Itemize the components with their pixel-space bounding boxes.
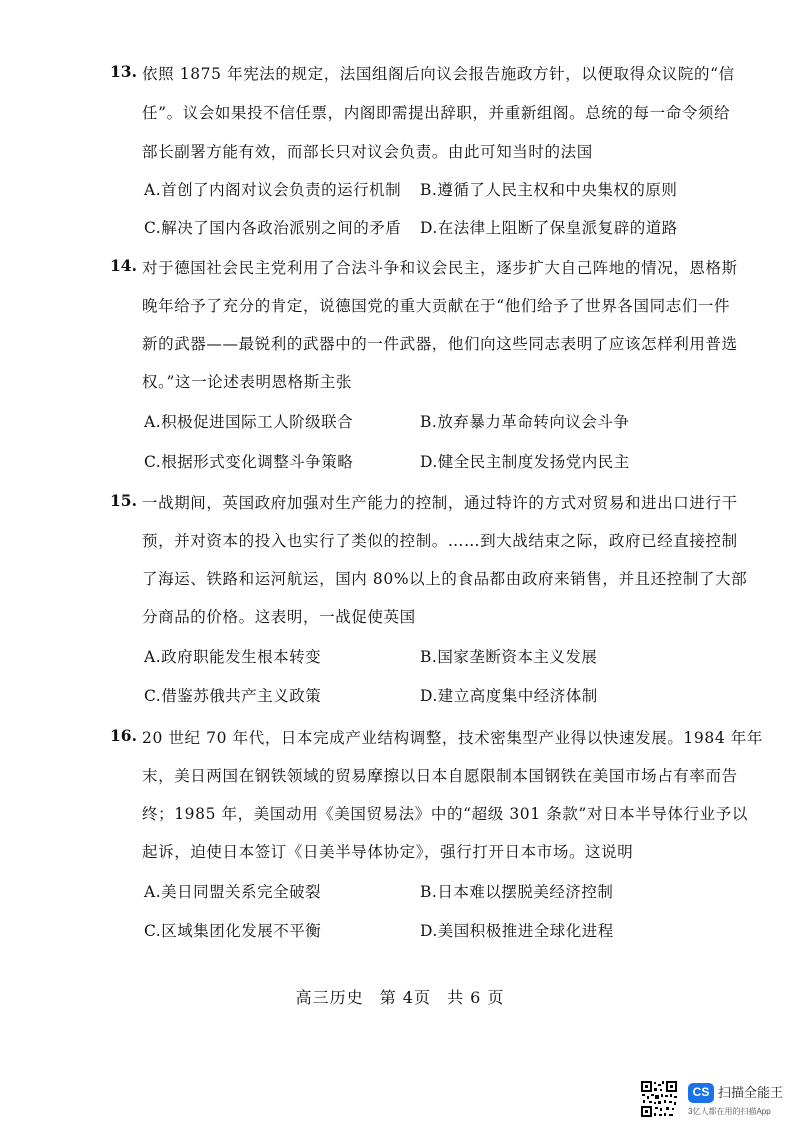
stem-line: 权。”这一论述表明恩格斯主张 xyxy=(142,373,353,391)
option-b: B.放弃暴力革命转向议会斗争 xyxy=(420,413,630,431)
footer-subject: 高三历史 xyxy=(295,988,364,1007)
footer-page: 第 4页 xyxy=(379,988,431,1007)
stem-line: 末，美日两国在钢铁领域的贸易摩擦以日本自愿限制本国钢铁在美国市场占有率而告 xyxy=(142,767,738,785)
option-a: A.美日同盟关系完全破裂 xyxy=(144,883,322,901)
option-d: D.健全民主制度发扬党内民主 xyxy=(420,453,630,471)
scanner-watermark xyxy=(640,1080,790,1120)
stem-line: 部长副署方能有效，而部长只对议会负责。由此可知当时的法国 xyxy=(142,143,593,161)
option-a: A.积极促进国际工人阶级联合 xyxy=(144,413,354,431)
scanner-tagline: 3亿人都在用的扫描App xyxy=(688,1107,771,1116)
option-c: C.解决了国内各政治派别之间的矛盾 xyxy=(144,219,402,237)
stem-line: 20 世纪 70 年代，日本完成产业结构调整，技术密集型产业得以快速发展。1984 年年 xyxy=(142,729,764,747)
stem-line: 一战期间，英国政府加强对生产能力的控制，通过特许的方式对贸易和进出口进行干 xyxy=(142,494,738,512)
stem-line: 对于德国社会民主党利用了合法斗争和议会民主，逐步扩大自己阵地的情况，恩格斯 xyxy=(142,259,738,277)
scanner-brand-name: 扫描全能王 xyxy=(718,1085,784,1100)
question-number: 14. xyxy=(110,256,137,275)
stem-line: 分商品的价格。这表明，一战促使英国 xyxy=(142,608,416,626)
option-c: C.区域集团化发展不平衡 xyxy=(144,922,322,940)
stem-line: 终；1985 年，美国动用《美国贸易法》中的“超级 301 条款”对日本半导体行业予以 xyxy=(142,805,748,823)
question-number: 15. xyxy=(110,491,137,510)
stem-line: 晚年给予了充分的肯定，说德国党的重大贡献在于“他们给予了世界各国同志们一件 xyxy=(142,297,731,315)
option-d: D.在法律上阻断了保皇派复辟的道路 xyxy=(420,219,678,237)
stem-line: 任”。议会如果投不信任票，内阁即需提出辞职，并重新组阁。总统的每一命令须给 xyxy=(142,104,731,122)
question-number: 16. xyxy=(110,726,137,745)
option-a: A.首创了内阁对议会负责的运行机制 xyxy=(144,181,402,199)
stem-line: 了海运、铁路和运河航运，国内 80%以上的食品都由政府来销售，并且还控制了大部 xyxy=(142,570,748,588)
option-d: D.建立高度集中经济体制 xyxy=(420,687,598,705)
page-footer xyxy=(0,985,800,1008)
footer-total: 共 6 页 xyxy=(447,988,505,1007)
option-b: B.日本难以摆脱美经济控制 xyxy=(420,883,614,901)
option-d: D.美国积极推进全球化进程 xyxy=(420,922,614,940)
option-b: B.国家垄断资本主义发展 xyxy=(420,648,598,666)
question-number: 13. xyxy=(110,62,137,81)
stem-line: 起诉，迫使日本签订《日美半导体协定》，强行打开日本市场。这说明 xyxy=(142,843,634,861)
option-b: B.遵循了人民主权和中央集权的原则 xyxy=(420,181,678,199)
option-a: A.政府职能发生根本转变 xyxy=(144,648,322,666)
camscanner-logo-icon xyxy=(688,1083,714,1103)
stem-line: 新的武器——最锐利的武器中的一件武器，他们向这些同志表明了应该怎样利用普选 xyxy=(142,335,738,353)
stem-line: 依照 1875 年宪法的规定，法国组阁后向议会报告施政方针，以便取得众议院的“信 xyxy=(142,65,735,83)
qr-code-icon xyxy=(640,1080,678,1118)
stem-line: 预，并对资本的投入也实行了类似的控制。……到大战结束之际，政府已经直接控制 xyxy=(142,532,738,550)
option-c: C.借鉴苏俄共产主义政策 xyxy=(144,687,322,705)
option-c: C.根据形式变化调整斗争策略 xyxy=(144,453,354,471)
